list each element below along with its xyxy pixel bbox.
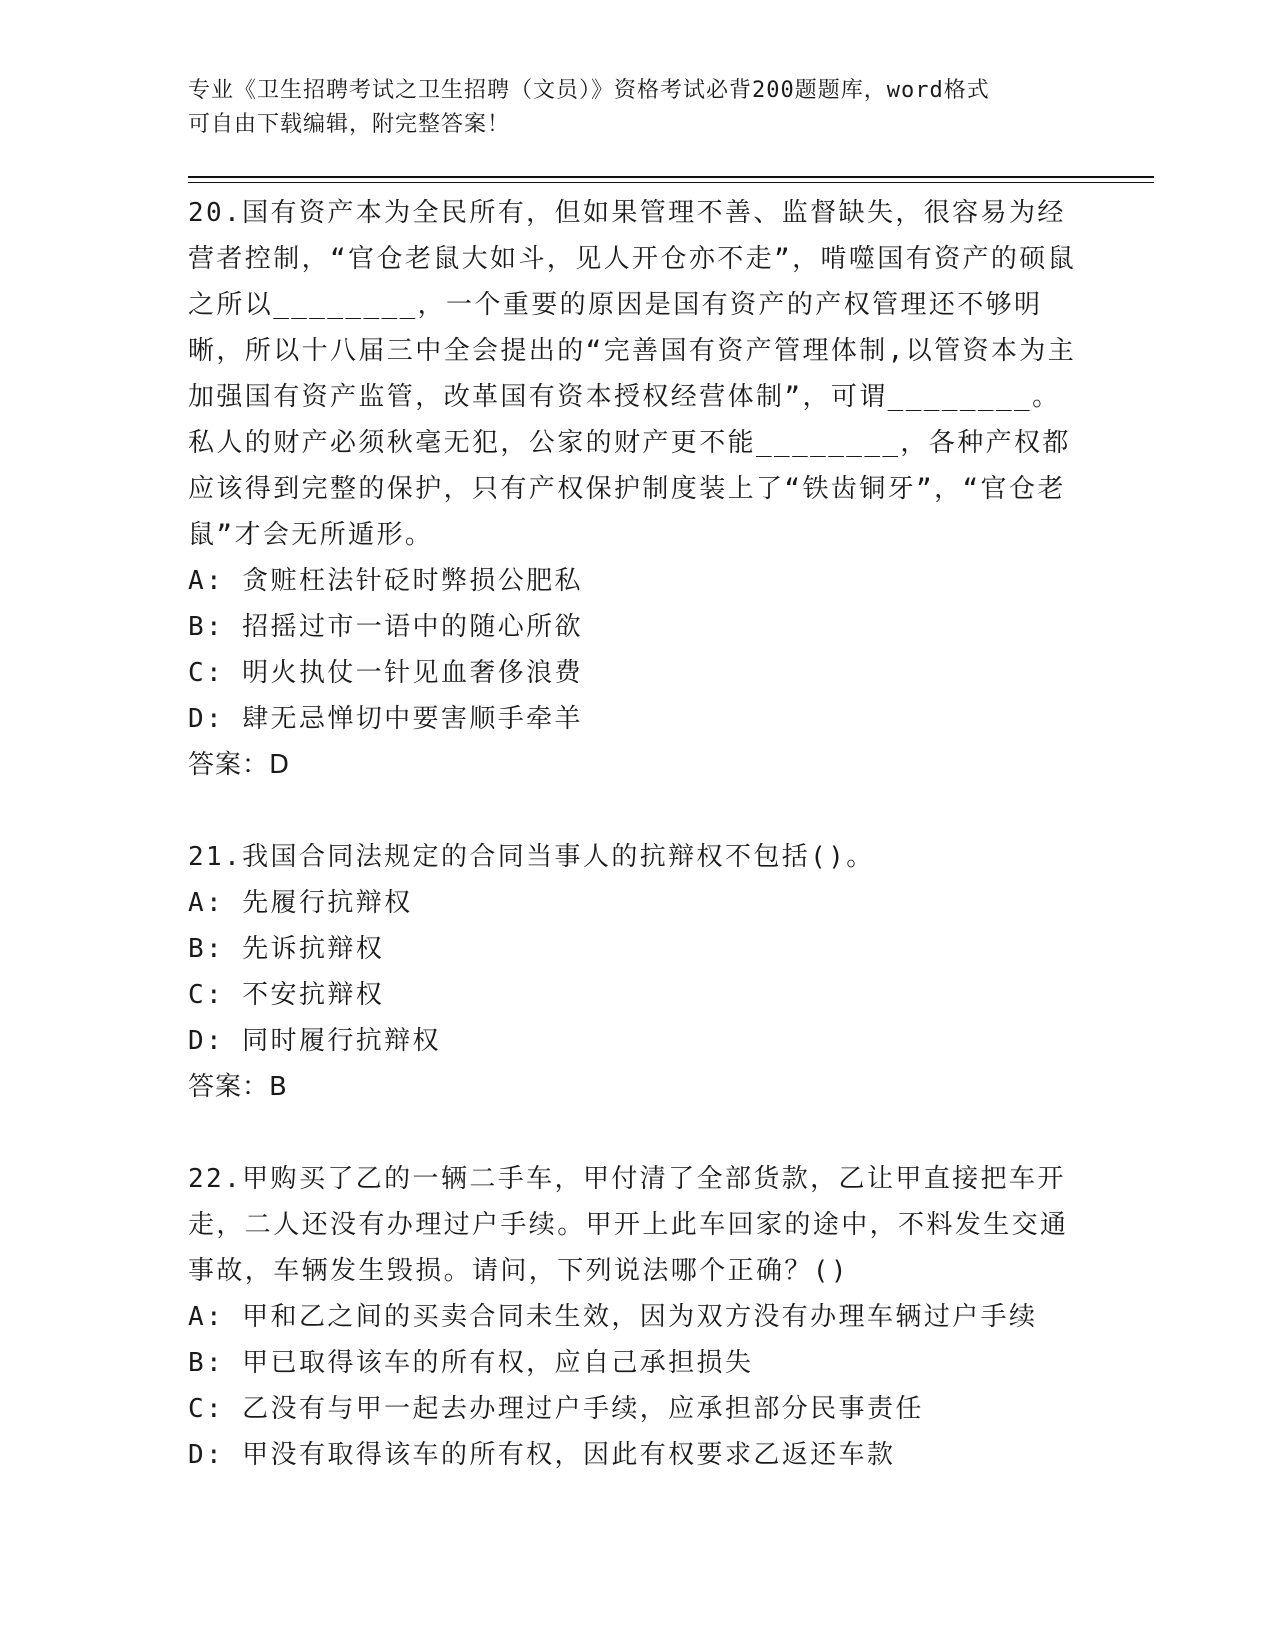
- option-c: C: 明火执仗一针见血奢侈浪费: [188, 658, 583, 688]
- header-divider-thin: [188, 182, 1154, 183]
- option-c: C: 不安抗辩权: [188, 980, 385, 1010]
- option-c: C: 乙没有与甲一起去办理过户手续，应承担部分民事责任: [188, 1394, 924, 1424]
- option-b: B: 甲已取得该车的所有权，应自己承担损失: [188, 1348, 754, 1378]
- option-a: A: 贪赃枉法针砭时弊损公肥私: [188, 566, 583, 596]
- header-title-line-1: 专业《卫生招聘考试之卫生招聘（文员）》资格考试必背200题题库，word格式: [188, 78, 990, 103]
- question-22: [188, 1156, 1088, 1478]
- question-list: [188, 190, 1088, 1524]
- question-20: [188, 190, 1088, 788]
- option-a: A: 先履行抗辩权: [188, 888, 413, 918]
- option-b: B: 招摇过市一语中的随心所欲: [188, 612, 583, 642]
- question-stem: 20.国有资产本为全民所有，但如果管理不善、监督缺失，很容易为经营者控制，“官仓老鼠大如斗，见人开仓亦不走”，啃噬国有资产的硕鼠之所以________，一个重要的原因是国有资产的产权管理还不够明晰，所以十八届三中全会提出的“完善国有资产管理体制,以管资本为主加强国有资产监管，改革国有资本授权经营体制”，可谓________。私人的财产必须秋毫无犯，公家的财产更不能________，各种产权都应该得到完整的保护，只有产权保护制度装上了“铁齿铜牙”，“官仓老鼠”才会无所遁形。: [188, 198, 1077, 550]
- option-a: A: 甲和乙之间的买卖合同未生效，因为双方没有办理车辆过户手续: [188, 1302, 1038, 1332]
- option-d: D: 同时履行抗辩权: [188, 1026, 441, 1056]
- question-21: [188, 834, 1088, 1110]
- question-stem: 21.我国合同法规定的合同当事人的抗辩权不包括()。: [188, 842, 875, 872]
- answer-line: 答案：B: [188, 1072, 288, 1102]
- option-b: B: 先诉抗辩权: [188, 934, 385, 964]
- question-stem: 22.甲购买了乙的一辆二手车，甲付清了全部货款，乙让甲直接把车开走，二人还没有办理过户手续。甲开上此车回家的途中，不料发生交通事故，车辆发生毁损。请问，下列说法哪个正确？(): [188, 1164, 1069, 1286]
- option-d: D: 甲没有取得该车的所有权，因此有权要求乙返还车款: [188, 1440, 896, 1470]
- document-header: [188, 74, 1068, 142]
- header-title-line-2: 可自由下载编辑，附完整答案！: [188, 112, 511, 137]
- answer-line: 答案：D: [188, 750, 291, 780]
- header-divider-thick: [188, 176, 1154, 178]
- option-d: D: 肆无忌惮切中要害顺手牵羊: [188, 704, 583, 734]
